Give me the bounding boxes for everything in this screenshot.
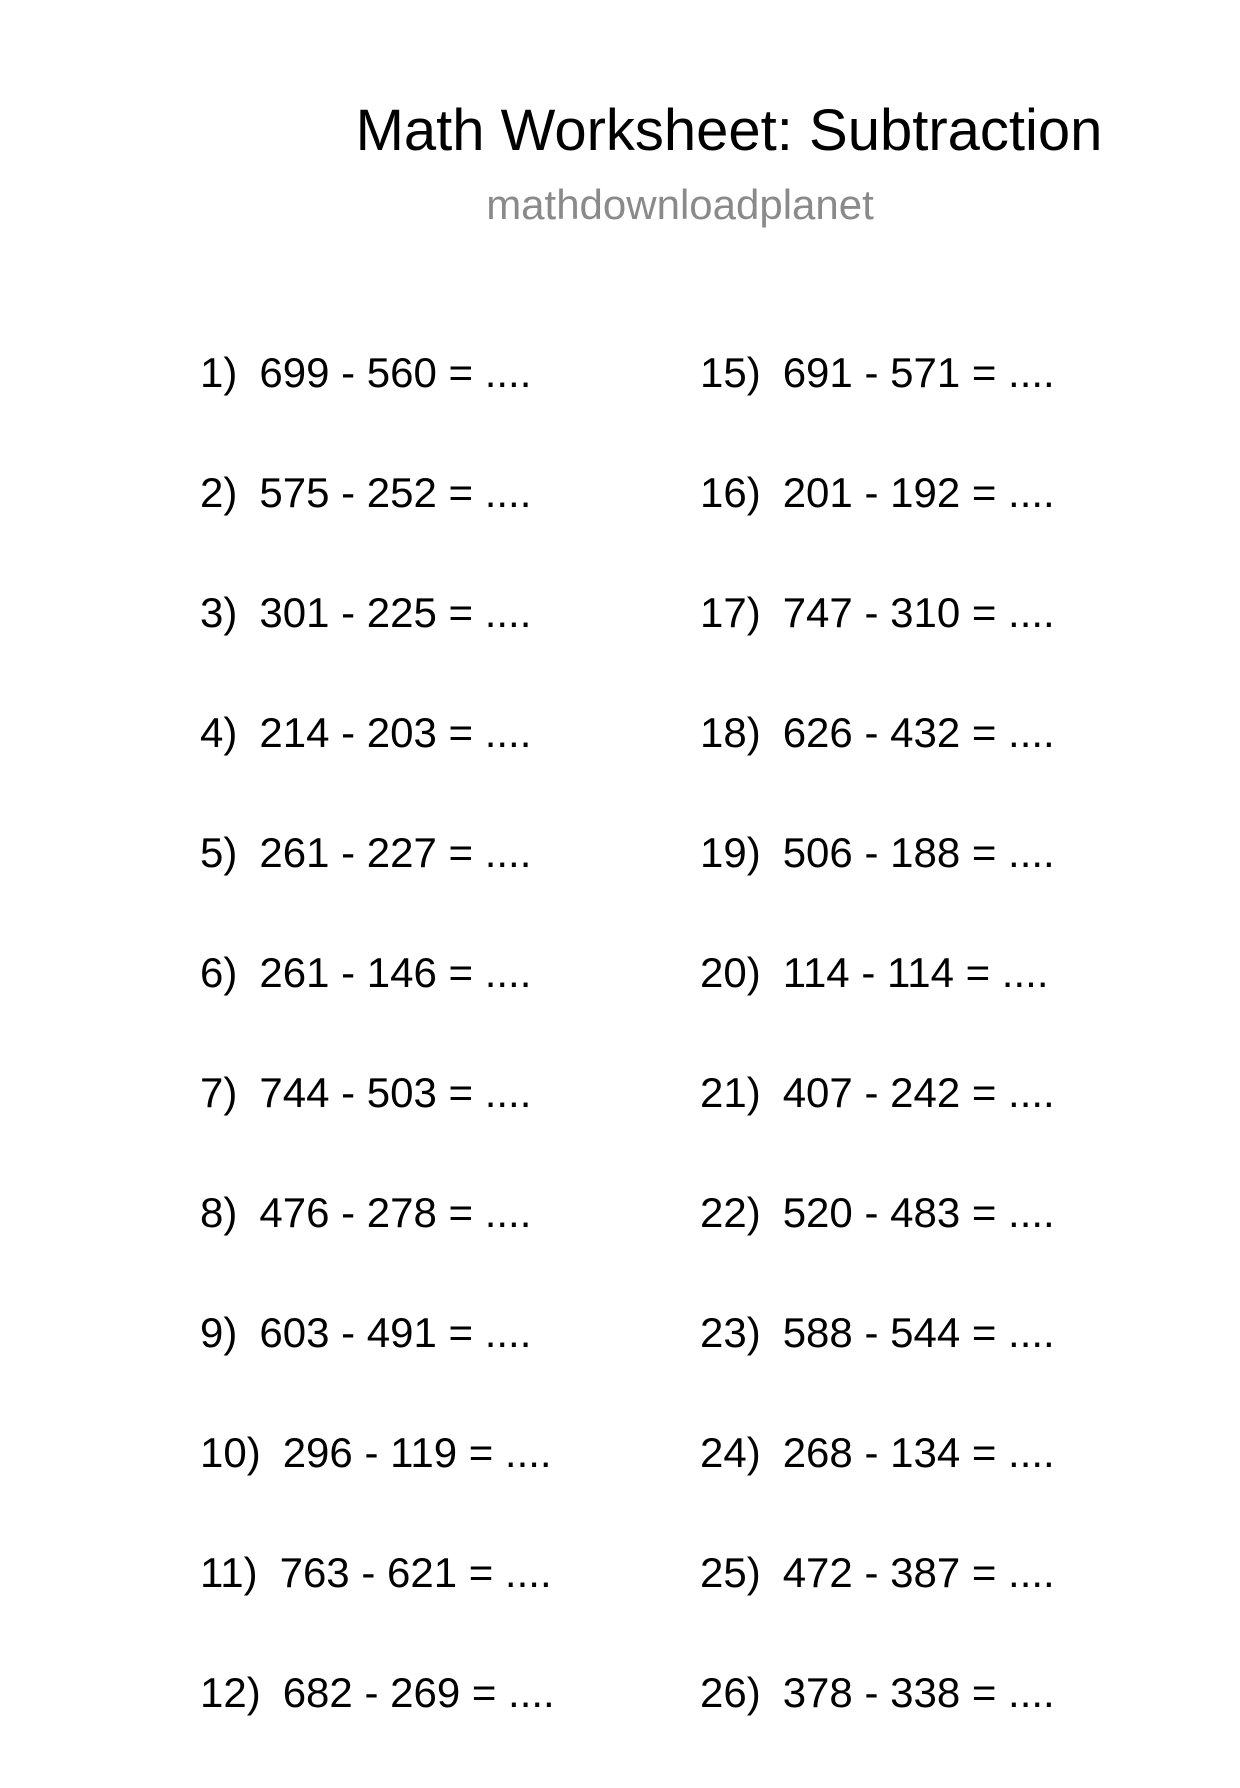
problem-expression: 472 - 387 = ....	[782, 1549, 1055, 1596]
problem-item	[700, 1308, 1055, 1428]
page-title: Math Worksheet: Subtraction	[355, 98, 1103, 163]
problem-item	[200, 1428, 555, 1548]
problem-number: 16)	[700, 469, 761, 516]
problem-number: 22)	[700, 1189, 761, 1236]
problem-expression: 763 - 621 = ....	[279, 1549, 552, 1596]
problem-expression: 261 - 146 = ....	[259, 949, 532, 996]
page-subtitle: mathdownloadplanet	[486, 181, 874, 228]
problem-expression: 506 - 188 = ....	[782, 829, 1055, 876]
problem-item	[700, 1188, 1055, 1308]
problem-number: 11)	[200, 1549, 258, 1596]
problem-expression: 214 - 203 = ....	[259, 709, 532, 756]
problem-item	[200, 948, 555, 1068]
problem-expression: 682 - 269 = ....	[282, 1669, 555, 1716]
problem-number: 8)	[200, 1189, 238, 1236]
problem-item	[700, 468, 1055, 588]
problem-expression: 378 - 338 = ....	[782, 1669, 1055, 1716]
problem-item	[200, 1068, 555, 1188]
problem-item	[200, 1188, 555, 1308]
problem-expression: 626 - 432 = ....	[782, 709, 1055, 756]
problem-number: 26)	[700, 1669, 761, 1716]
problem-number: 21)	[700, 1069, 761, 1116]
problem-item	[700, 1068, 1055, 1188]
problem-item	[200, 1308, 555, 1428]
problem-number: 5)	[200, 829, 238, 876]
problem-number: 23)	[700, 1309, 761, 1356]
problem-item	[200, 1548, 555, 1668]
problem-item	[200, 708, 555, 828]
problem-expression: 603 - 491 = ....	[259, 1309, 532, 1356]
problem-number: 24)	[700, 1429, 761, 1476]
problem-item	[200, 348, 555, 468]
problem-item	[700, 948, 1055, 1068]
problem-expression: 296 - 119 = ....	[282, 1429, 552, 1476]
problem-expression: 747 - 310 = ....	[782, 589, 1055, 636]
problem-column-left	[200, 348, 555, 1788]
problem-number: 12)	[200, 1669, 261, 1716]
problem-item	[700, 708, 1055, 828]
problem-expression: 744 - 503 = ....	[259, 1069, 532, 1116]
problem-item	[200, 468, 555, 588]
problem-number: 19)	[700, 829, 761, 876]
problem-expression: 201 - 192 = ....	[782, 469, 1055, 516]
problem-item	[700, 348, 1055, 468]
problem-expression: 268 - 134 = ....	[782, 1429, 1055, 1476]
problem-item	[200, 1668, 555, 1788]
problem-number: 18)	[700, 709, 761, 756]
problem-number: 10)	[200, 1429, 261, 1476]
problem-expression: 114 - 114 = ....	[782, 949, 1049, 996]
problem-number: 9)	[200, 1309, 238, 1356]
problem-item	[700, 1668, 1055, 1788]
problem-expression: 699 - 560 = ....	[259, 349, 532, 396]
problem-number: 4)	[200, 709, 238, 756]
problem-number: 20)	[700, 949, 761, 996]
problem-number: 3)	[200, 589, 238, 636]
problem-item	[700, 828, 1055, 948]
problem-item	[200, 588, 555, 708]
problem-item	[200, 828, 555, 948]
problem-expression: 520 - 483 = ....	[782, 1189, 1055, 1236]
problem-number: 7)	[200, 1069, 238, 1116]
problem-expression: 476 - 278 = ....	[259, 1189, 532, 1236]
problem-expression: 691 - 571 = ....	[782, 349, 1055, 396]
problem-expression: 575 - 252 = ....	[259, 469, 532, 516]
problem-expression: 407 - 242 = ....	[782, 1069, 1055, 1116]
problem-number: 17)	[700, 589, 761, 636]
problem-number: 1)	[200, 349, 238, 396]
problem-number: 15)	[700, 349, 761, 396]
problem-number: 25)	[700, 1549, 761, 1596]
problem-column-right	[700, 348, 1055, 1788]
problem-expression: 301 - 225 = ....	[259, 589, 532, 636]
problem-number: 6)	[200, 949, 238, 996]
problem-expression: 261 - 227 = ....	[259, 829, 532, 876]
problem-expression: 588 - 544 = ....	[782, 1309, 1055, 1356]
problem-number: 2)	[200, 469, 238, 516]
problem-item	[700, 1428, 1055, 1548]
problem-item	[700, 1548, 1055, 1668]
problem-item	[700, 588, 1055, 708]
